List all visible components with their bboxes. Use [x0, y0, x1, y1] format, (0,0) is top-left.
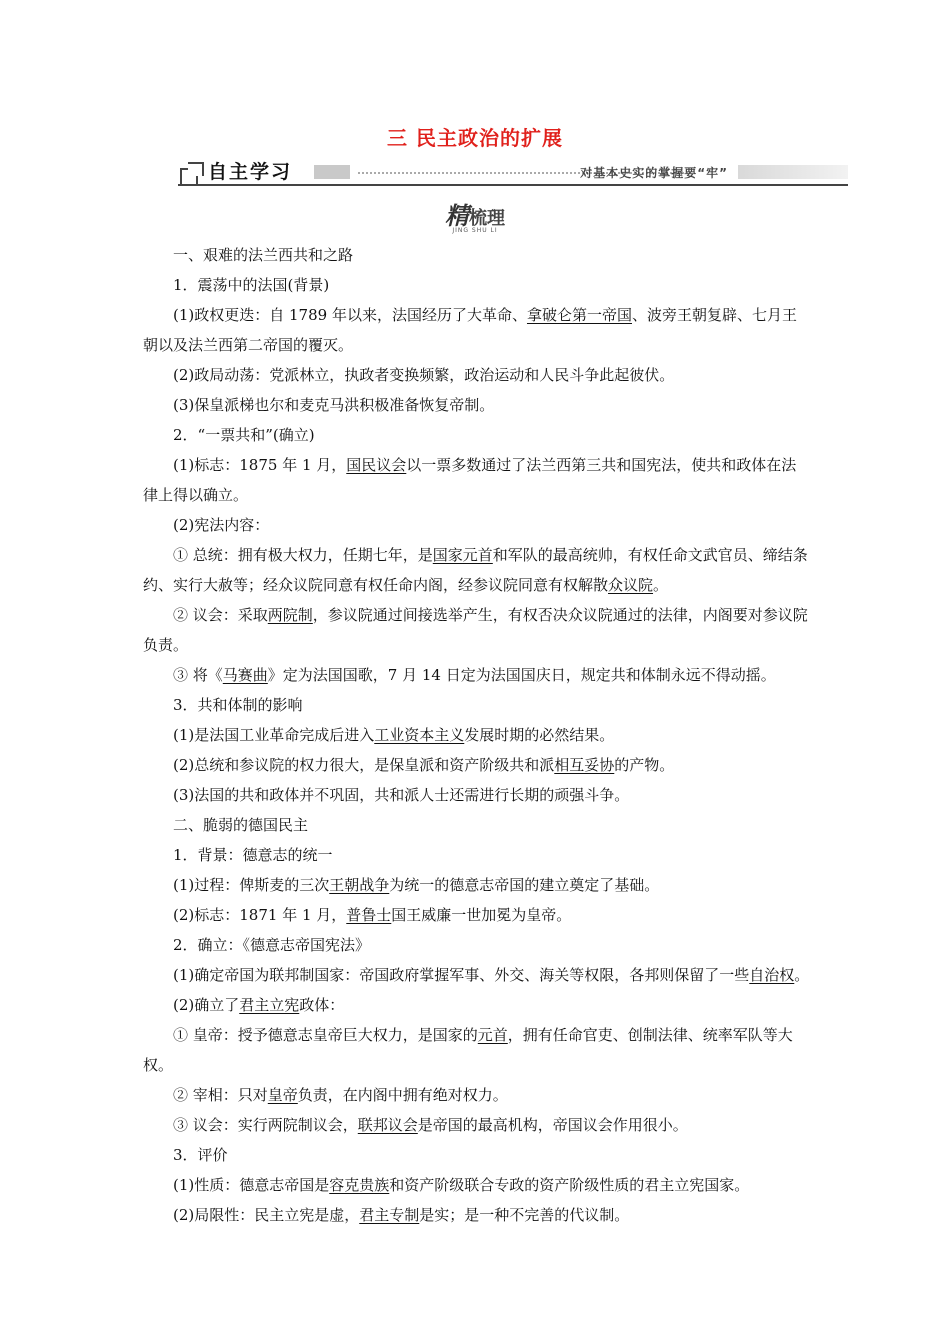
underlined-term: 联邦议会 [357, 1116, 418, 1134]
paragraph [143, 510, 811, 540]
underlined-term: 众议院 [608, 576, 654, 594]
paragraph [143, 780, 811, 810]
paragraph [143, 600, 811, 660]
text-run: 国王威廉一世加冕为皇帝。 [391, 906, 572, 924]
text-run: 2．确立：《德意志帝国宪法》 [173, 936, 371, 954]
logo-small-chars: 梳理 [469, 208, 505, 229]
paragraph [143, 450, 811, 510]
underlined-term: 两院制 [267, 606, 313, 624]
paragraph [143, 750, 811, 780]
text-run: 。 [794, 966, 810, 984]
jingshuli-logo [0, 196, 950, 234]
paragraph [143, 720, 811, 750]
text-run: 3．评价 [173, 1146, 228, 1164]
underlined-term: 皇帝 [267, 1086, 298, 1104]
page-title: 三 民主政治的扩展 [387, 126, 563, 150]
text-run: ③ 议会：实行两院制议会， [173, 1116, 358, 1134]
paragraph [143, 270, 811, 300]
paragraph [143, 810, 811, 840]
text-run: ① 总统：拥有极大权力，任期七年，是 [173, 546, 433, 564]
text-run: (1)是法国工业革命完成后进入 [173, 726, 375, 744]
text-run: 负责，在内阁中拥有绝对权力。 [297, 1086, 508, 1104]
paragraph [143, 840, 811, 870]
underlined-term: 君主专制 [359, 1206, 420, 1224]
underlined-term: 普鲁士 [346, 906, 392, 924]
banner-grey-block [314, 165, 350, 179]
text-run: (2)标志：1871 年 1 月， [173, 906, 347, 924]
logo-pinyin: JING SHU LI [452, 227, 498, 234]
text-run: 二、脆弱的德国民主 [173, 816, 309, 834]
text-run: (1)确定帝国为联邦制国家：帝国政府掌握军事、外交、海关等权限，各邦则保留了一些 [173, 966, 750, 984]
underlined-term: 拿破仑第一帝国 [526, 306, 632, 324]
text-run: 一、艰难的法兰西共和之路 [173, 246, 354, 264]
underlined-term: 容克贵族 [329, 1176, 390, 1194]
text-run: (2)总统和参议院的权力很大，是保皇派和资产阶级共和派 [173, 756, 555, 774]
paragraph [143, 1140, 811, 1170]
text-run: (2)宪法内容： [173, 516, 270, 534]
text-run: 是帝国的最高机构，帝国议会作用很小。 [417, 1116, 688, 1134]
text-run: 是实；是一种不完善的代议制。 [419, 1206, 630, 1224]
text-run: 》定为法国国歌，7 月 14 日定为法国国庆日，规定共和体制永远不得动摇。 [267, 666, 776, 684]
underlined-term: 自治权 [749, 966, 795, 984]
paragraph [143, 990, 811, 1020]
text-run: ② 宰相：只对 [173, 1086, 268, 1104]
text-run: (1)过程：俾斯麦的三次 [173, 876, 330, 894]
text-run: (3)法国的共和政体并不巩固，共和派人士还需进行长期的顽强斗争。 [173, 786, 630, 804]
paragraph [143, 240, 811, 270]
text-run: 以一票多数通过了法兰西第三共和国宪法，使共和政体在法律上得以确立。 [143, 456, 797, 504]
text-run: (3)保皇派梯也尔和麦克马洪积极准备恢复帝制。 [173, 396, 495, 414]
paragraph [143, 1020, 811, 1080]
banner-rule [178, 184, 848, 186]
paragraph [143, 1200, 811, 1230]
paragraph [143, 1170, 811, 1200]
text-run: 政体： [299, 996, 345, 1014]
paragraph [143, 390, 811, 420]
text-run: (1)性质：德意志帝国是 [173, 1176, 330, 1194]
logo-big-char: 精 [445, 201, 469, 230]
underlined-term: 工业资本主义 [374, 726, 465, 744]
paragraph [143, 930, 811, 960]
text-run: 3．共和体制的影响 [173, 696, 303, 714]
text-run: 和资产阶级联合专政的资产阶级性质的君主立宪国家。 [389, 1176, 750, 1194]
text-run: ，拥有任命官吏、创制法律、统率军队等大权。 [143, 1026, 793, 1074]
text-run: (1)标志：1875 年 1 月， [173, 456, 347, 474]
underlined-term: 国家元首 [432, 546, 493, 564]
text-run: 。 [653, 576, 669, 594]
text-run: ② 议会：采取 [173, 606, 268, 624]
text-run: ③ 将《 [173, 666, 223, 684]
text-run: (1)政权更迭：自 1789 年以来，法国经历了大革命、 [173, 306, 527, 324]
paragraph [143, 660, 811, 690]
underlined-term: 王朝战争 [329, 876, 390, 894]
text-run: (2)局限性：民主立宪是虚， [173, 1206, 360, 1224]
banner-grey-tail [738, 165, 848, 179]
paragraph [143, 1110, 811, 1140]
square-icon-overlay [188, 162, 204, 176]
section-banner [178, 160, 848, 188]
text-run: (2)确立了 [173, 996, 240, 1014]
banner-tagline: 对基本史实的掌握要“牢” [580, 166, 728, 180]
paragraph [143, 420, 811, 450]
underlined-term: 国民议会 [346, 456, 407, 474]
text-run: 的产物。 [614, 756, 675, 774]
paragraph [143, 960, 811, 990]
text-run: 为统一的德意志帝国的建立奠定了基础。 [389, 876, 660, 894]
text-run: 2．“一票共和”(确立) [173, 426, 315, 444]
paragraph [143, 300, 811, 360]
text-run: ，参议院通过间接选举产生，有权否决众议院通过的法律，内阁要对参议院负责。 [143, 606, 808, 654]
document-body [143, 240, 811, 1230]
text-run: 1．震荡中的法国(背景) [173, 276, 330, 294]
banner-label: 自主学习 [208, 161, 293, 183]
underlined-term: 元首 [477, 1026, 508, 1044]
underlined-term: 马赛曲 [222, 666, 268, 684]
paragraph [143, 900, 811, 930]
text-run: 1．背景：德意志的统一 [173, 846, 333, 864]
text-run: ① 皇帝：授予德意志皇帝巨大权力，是国家的 [173, 1026, 478, 1044]
paragraph [143, 1080, 811, 1110]
text-run: 发展时期的必然结果。 [464, 726, 615, 744]
paragraph [143, 690, 811, 720]
text-run: 和军队的最高统帅，有权任命文武官员、缔结条约、实行大赦等；经众议院同意有权任命内阁，经参议院同意有权解散 [143, 546, 808, 594]
text-run: (2)政局动荡：党派林立，执政者变换频繁，政治运动和人民斗争此起彼伏。 [173, 366, 675, 384]
underlined-term: 相互妥协 [554, 756, 615, 774]
paragraph [143, 360, 811, 390]
text-run: 、波旁王朝复辟、七月王朝以及法兰西第二帝国的覆灭。 [143, 306, 797, 354]
underlined-term: 君主立宪 [239, 996, 300, 1014]
paragraph [143, 540, 811, 600]
paragraph [143, 870, 811, 900]
